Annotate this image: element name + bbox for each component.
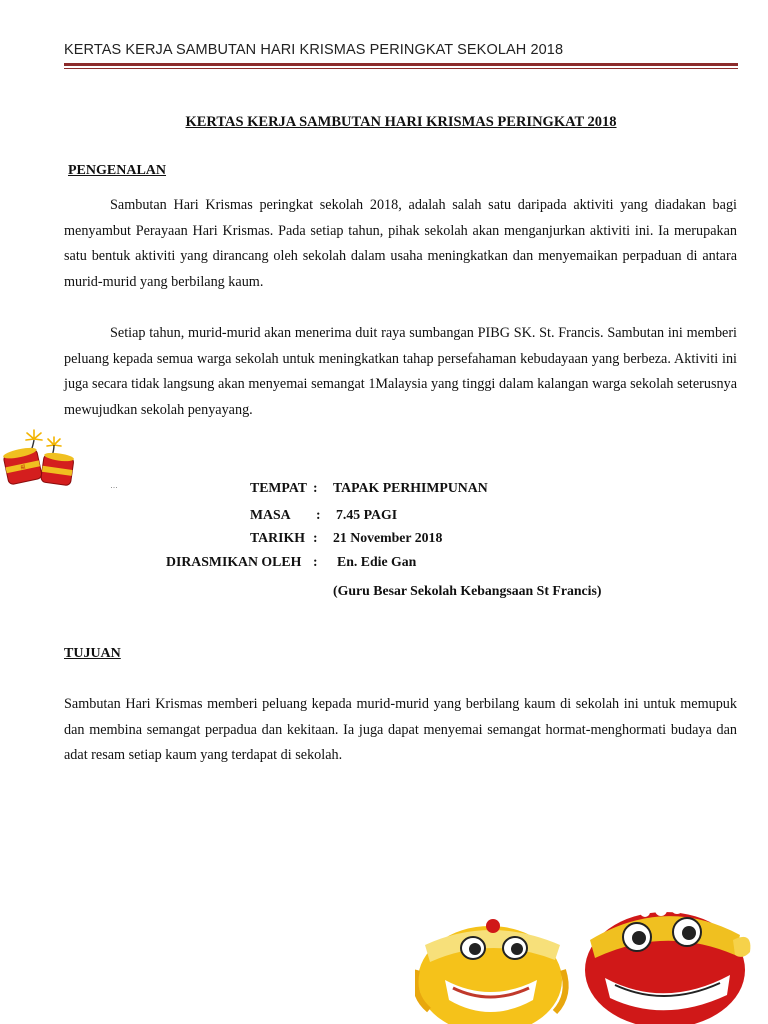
pengenalan-paragraph-2 (64, 321, 737, 423)
detail-dirasmikan-label: DIRASMIKAN OLEH (166, 554, 302, 569)
tujuan-paragraph-text: Sambutan Hari Krismas memberi peluang kepada murid-murid yang berbilang kaum di sekolah ini untuk memupuk dan membina semangat perpadua dan kekitaan. Ia juga dapat menyemai semangat hormat-menghormati budaya dan adat resam setiap kaum yang terdapat di sekolah. (64, 696, 737, 764)
section-heading-pengenalan: PENGENALAN (68, 163, 167, 178)
pengenalan-paragraph-2-text: Setiap tahun, murid-murid akan menerima duit raya sumbangan PIBG SK. St. Francis. Sambutan ini memberi peluang kepada semua warga sekolah untuk meningkatkan tahap persefahaman kebudayaan yang berbeza. Aktiviti ini juga secara tidak langsung akan menyemai semangat 1Malaysia yang tinggi dalam kalangan warga sekolah seterusnya mewujudkan sekolah penyayang. (64, 325, 737, 418)
section-heading-tujuan: TUJUAN (64, 646, 121, 661)
detail-tarikh-label: TARIKH (250, 530, 305, 545)
dots-mark: … (110, 481, 119, 490)
running-header: KERTAS KERJA SAMBUTAN HARI KRISMAS PERINGKAT SEKOLAH 2018 (64, 42, 564, 58)
pengenalan-paragraph-1 (64, 193, 737, 295)
detail-dirasmikan-note: (Guru Besar Sekolah Kebangsaan St Francis) (333, 583, 602, 598)
detail-tempat-colon: : (313, 480, 318, 495)
detail-tarikh-colon: : (313, 530, 318, 545)
detail-masa-value: 7.45 PAGI (336, 507, 398, 522)
lion-dance-illustration (415, 900, 755, 1024)
svg-text:福: 福 (19, 464, 27, 472)
header-rule-thick (64, 63, 738, 66)
document-title: KERTAS KERJA SAMBUTAN HARI KRISMAS PERINGKAT 2018 (185, 114, 617, 130)
yellow-lion-icon (416, 919, 566, 1024)
header-rule-thin (64, 68, 738, 69)
pengenalan-paragraph-1-text: Sambutan Hari Krismas peringkat sekolah 2018, adalah salah satu daripada aktiviti yang diadakan bagi menyambut Perayaan Hari Krismas. Pada setiap tahun, pihak sekolah akan menganjurkan aktiviti ini. Ia merupakan satu bentuk aktiviti yang dirancang oleh sekolah dalam usaha meningkatkan dan menyemaikan perpaduan di antara murid-murid yang berbilang kaum. (64, 197, 737, 290)
detail-tempat-value: TAPAK PERHIMPUNAN (333, 480, 488, 495)
tujuan-paragraph (64, 692, 737, 769)
detail-dirasmikan-colon: : (313, 554, 318, 569)
firecracker-icon (0, 428, 80, 490)
detail-masa-label: MASA (250, 507, 291, 522)
detail-tarikh-value: 21 November 2018 (333, 530, 443, 545)
red-lion-icon (585, 902, 750, 1024)
detail-masa-colon: : (316, 507, 321, 522)
detail-tempat-label: TEMPAT (250, 480, 307, 495)
detail-dirasmikan-value: En. Edie Gan (337, 554, 417, 569)
